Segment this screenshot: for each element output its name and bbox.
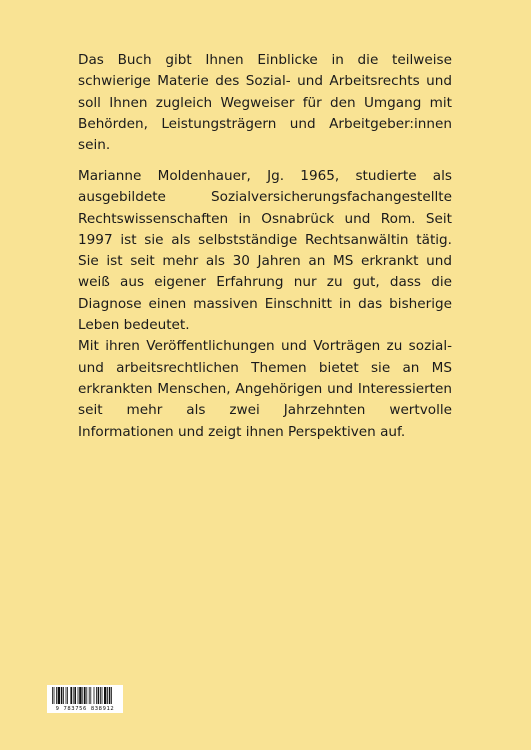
barcode-bar [54,687,55,704]
intro-paragraph: Das Buch gibt Ihnen Einblicke in die teilweise schwierige Materie des Sozial- und Arbeitsrechts und soll Ihnen zugleich Wegweiser für den Umgang mit Behörden, Leistungsträgern und Arbeitgeber:innen sein. [78,52,452,154]
barcode-bar [89,687,90,704]
barcode-bar [86,687,87,704]
barcode-bar [82,687,83,704]
barcode-bar [58,687,60,704]
isbn-digits: 9 783756 838912 [55,706,115,712]
isbn-barcode [47,685,123,713]
author-bio-paragraph-1: Marianne Moldenhauer, Jg. 1965, studierte als ausgebildete Sozialversicherungsfachangestellte Rechtswissenschaften in Osnabrück und Rom. Seit 1997 ist sie als selbstständige Rechtsanwältin tätig. Sie ist seit mehr als 30 Jahren an MS erkrankt und weiß aus eigener Erfahrung nur zu gut, dass die Diagnose einen massiven Einschnitt in das bisherige Leben bedeutet. [78,168,452,334]
barcode-bar [84,687,86,704]
barcode-bar [73,687,74,704]
barcode-bar [96,687,97,704]
author-bio [78,166,452,443]
barcode-bar [56,687,57,704]
barcode-bar [100,687,101,704]
barcode-bar [52,687,53,704]
barcode-bar [90,687,91,704]
barcode-bar [74,687,76,704]
barcode-bar [66,687,67,704]
author-bio-paragraph-2: Mit ihren Veröffentlichungen und Vorträgen zu sozial- und arbeitsrechtlichen Themen bietet sie an MS erkrankten Menschen, Angehörigen und Interessierten seit mehr als zwei Jahrzehnten wertvolle Informationen und zeigt ihnen Perspektiven auf. [78,338,452,440]
barcode-bar [67,687,68,704]
barcode-bar [111,687,112,704]
barcode-bar [94,687,95,704]
barcode-bar [78,687,79,704]
barcode-bar [70,687,72,704]
barcode-bar [109,687,111,704]
barcode-bar [102,687,103,704]
barcode-bar [98,687,100,704]
barcode-bar [107,687,108,704]
barcode-bar [104,687,106,704]
barcode-bar [61,687,63,704]
barcode-bar [63,687,64,704]
barcode-bar [79,687,81,704]
barcode-bars [52,687,118,704]
